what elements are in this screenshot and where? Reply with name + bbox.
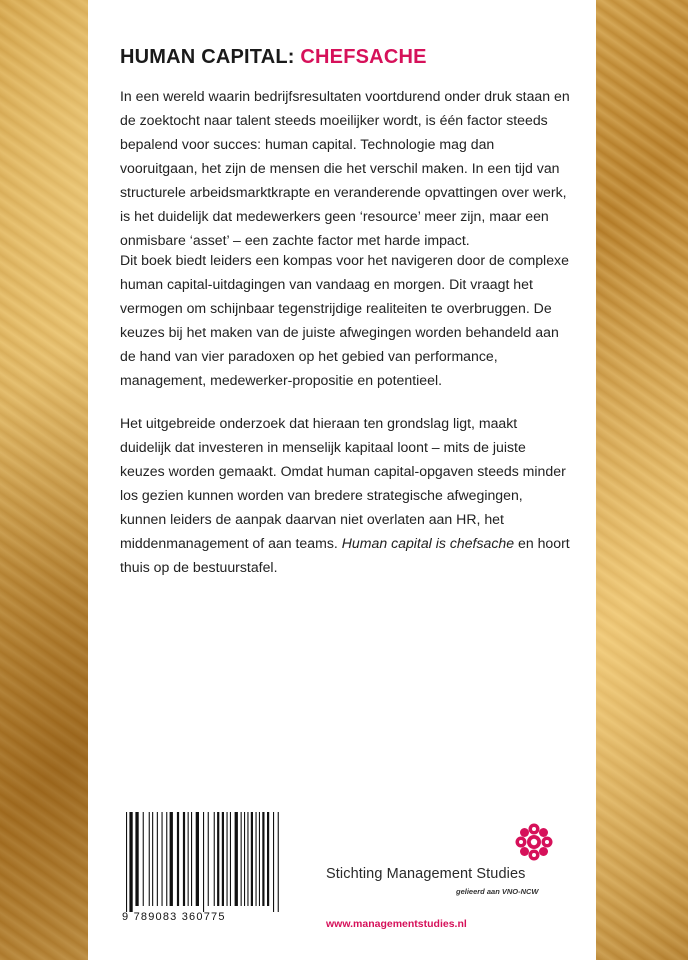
publisher-name: Stichting Management Studies — [326, 866, 526, 882]
title-accent: CHEFSACHE — [300, 46, 427, 68]
barcode — [122, 812, 284, 932]
barcode-bar — [170, 812, 173, 906]
barcode-bar — [135, 812, 138, 906]
blurb-paragraph-1: In een wereld waarin bedrijfsresultaten voortdurend onder druk staan en de zoektocht naar talent steeds moeilijker wordt, is één factor steeds bepalend voor succes: human capital. Technologie mag dan vooruitgaan, het zijn de mensen die het verschil maken. In een tijd van structurele arbeidsmarktkrapte en veranderende opvattingen over werk, is het duidelijk dat medewerkers geen ‘resource’ meer zijn, maar een onmisbare ‘asset’ – een zachte factor met harde impact. — [120, 88, 570, 248]
barcode-bar — [177, 812, 179, 906]
book-title — [120, 46, 427, 69]
barcode-bar — [222, 812, 224, 906]
title-main: HUMAN CAPITAL: — [120, 46, 301, 68]
barcode-bar — [251, 812, 253, 906]
barcode-bar — [196, 812, 199, 906]
publisher-block — [326, 822, 566, 942]
barcode-bar — [157, 812, 158, 906]
barcode-bar — [129, 812, 132, 912]
barcode-bar — [217, 812, 219, 906]
barcode-bar — [262, 812, 264, 906]
barcode-bar — [162, 812, 163, 906]
publisher-url: www.managementstudies.nl — [326, 918, 467, 930]
paragraph-3-end: en hoort thuis op de bestuurstafel. — [120, 535, 570, 575]
barcode-bar — [152, 812, 153, 906]
barcode-bar — [273, 812, 274, 912]
paragraph-3-text: Het uitgebreide onderzoek dat hieraan ten grondslag ligt, maakt duidelijk dat investeren in menselijk kapitaal loont – mits de juiste keuzes worden gemaakt. Omdat human capital-opgaven steeds minder los gezien kunnen worden van bredere strategische afwegingen, kunnen leiders de aanpak daarvan niet overlaten aan HR, het middenmanagement of aan teams. — [120, 415, 566, 551]
publisher-affiliation: gelieerd aan VNO-NCW — [456, 887, 539, 896]
barcode-bar — [214, 812, 215, 906]
blurb-paragraph-3 — [120, 411, 572, 579]
barcode-bar — [259, 812, 260, 906]
barcode-bar — [227, 812, 228, 906]
paragraph-3-italic: Human capital is chefsache — [341, 535, 515, 551]
barcode-bar — [241, 812, 242, 906]
barcode-bar — [188, 812, 189, 906]
barcode-bar — [256, 812, 257, 906]
blurb-paragraph-2: Dit boek biedt leiders een kompas voor het navigeren door de complexe human capital-uitdagingen van vandaag en morgen. Dit vraagt het vermogen om schijnbaar tegenstrijdige realiteiten te overbruggen. De keuzes bij het maken van de juiste afwegingen worden behandeld aan de hand van vier paradoxen op het gebied van performance, management, medewerker-propositie en potentieel. — [120, 252, 569, 388]
barcode-bar — [191, 812, 192, 906]
barcode-bar — [267, 812, 269, 906]
barcode-bar — [247, 812, 248, 906]
barcode-bar — [235, 812, 238, 906]
barcode-bars — [122, 812, 284, 914]
barcode-bar — [203, 812, 204, 912]
barcode-bar — [278, 812, 279, 912]
back-cover-panel — [88, 0, 596, 960]
barcode-bar — [143, 812, 144, 906]
barcode-bar — [126, 812, 127, 912]
barcode-bar — [244, 812, 245, 906]
blurb — [120, 84, 572, 599]
barcode-bar — [208, 812, 209, 906]
barcode-bar — [149, 812, 150, 906]
barcode-bar — [230, 812, 231, 906]
barcode-bar — [183, 812, 185, 906]
barcode-bar — [166, 812, 167, 906]
isbn-number: 9 789083 360775 — [122, 911, 226, 923]
publisher-logo-icon — [514, 822, 554, 862]
